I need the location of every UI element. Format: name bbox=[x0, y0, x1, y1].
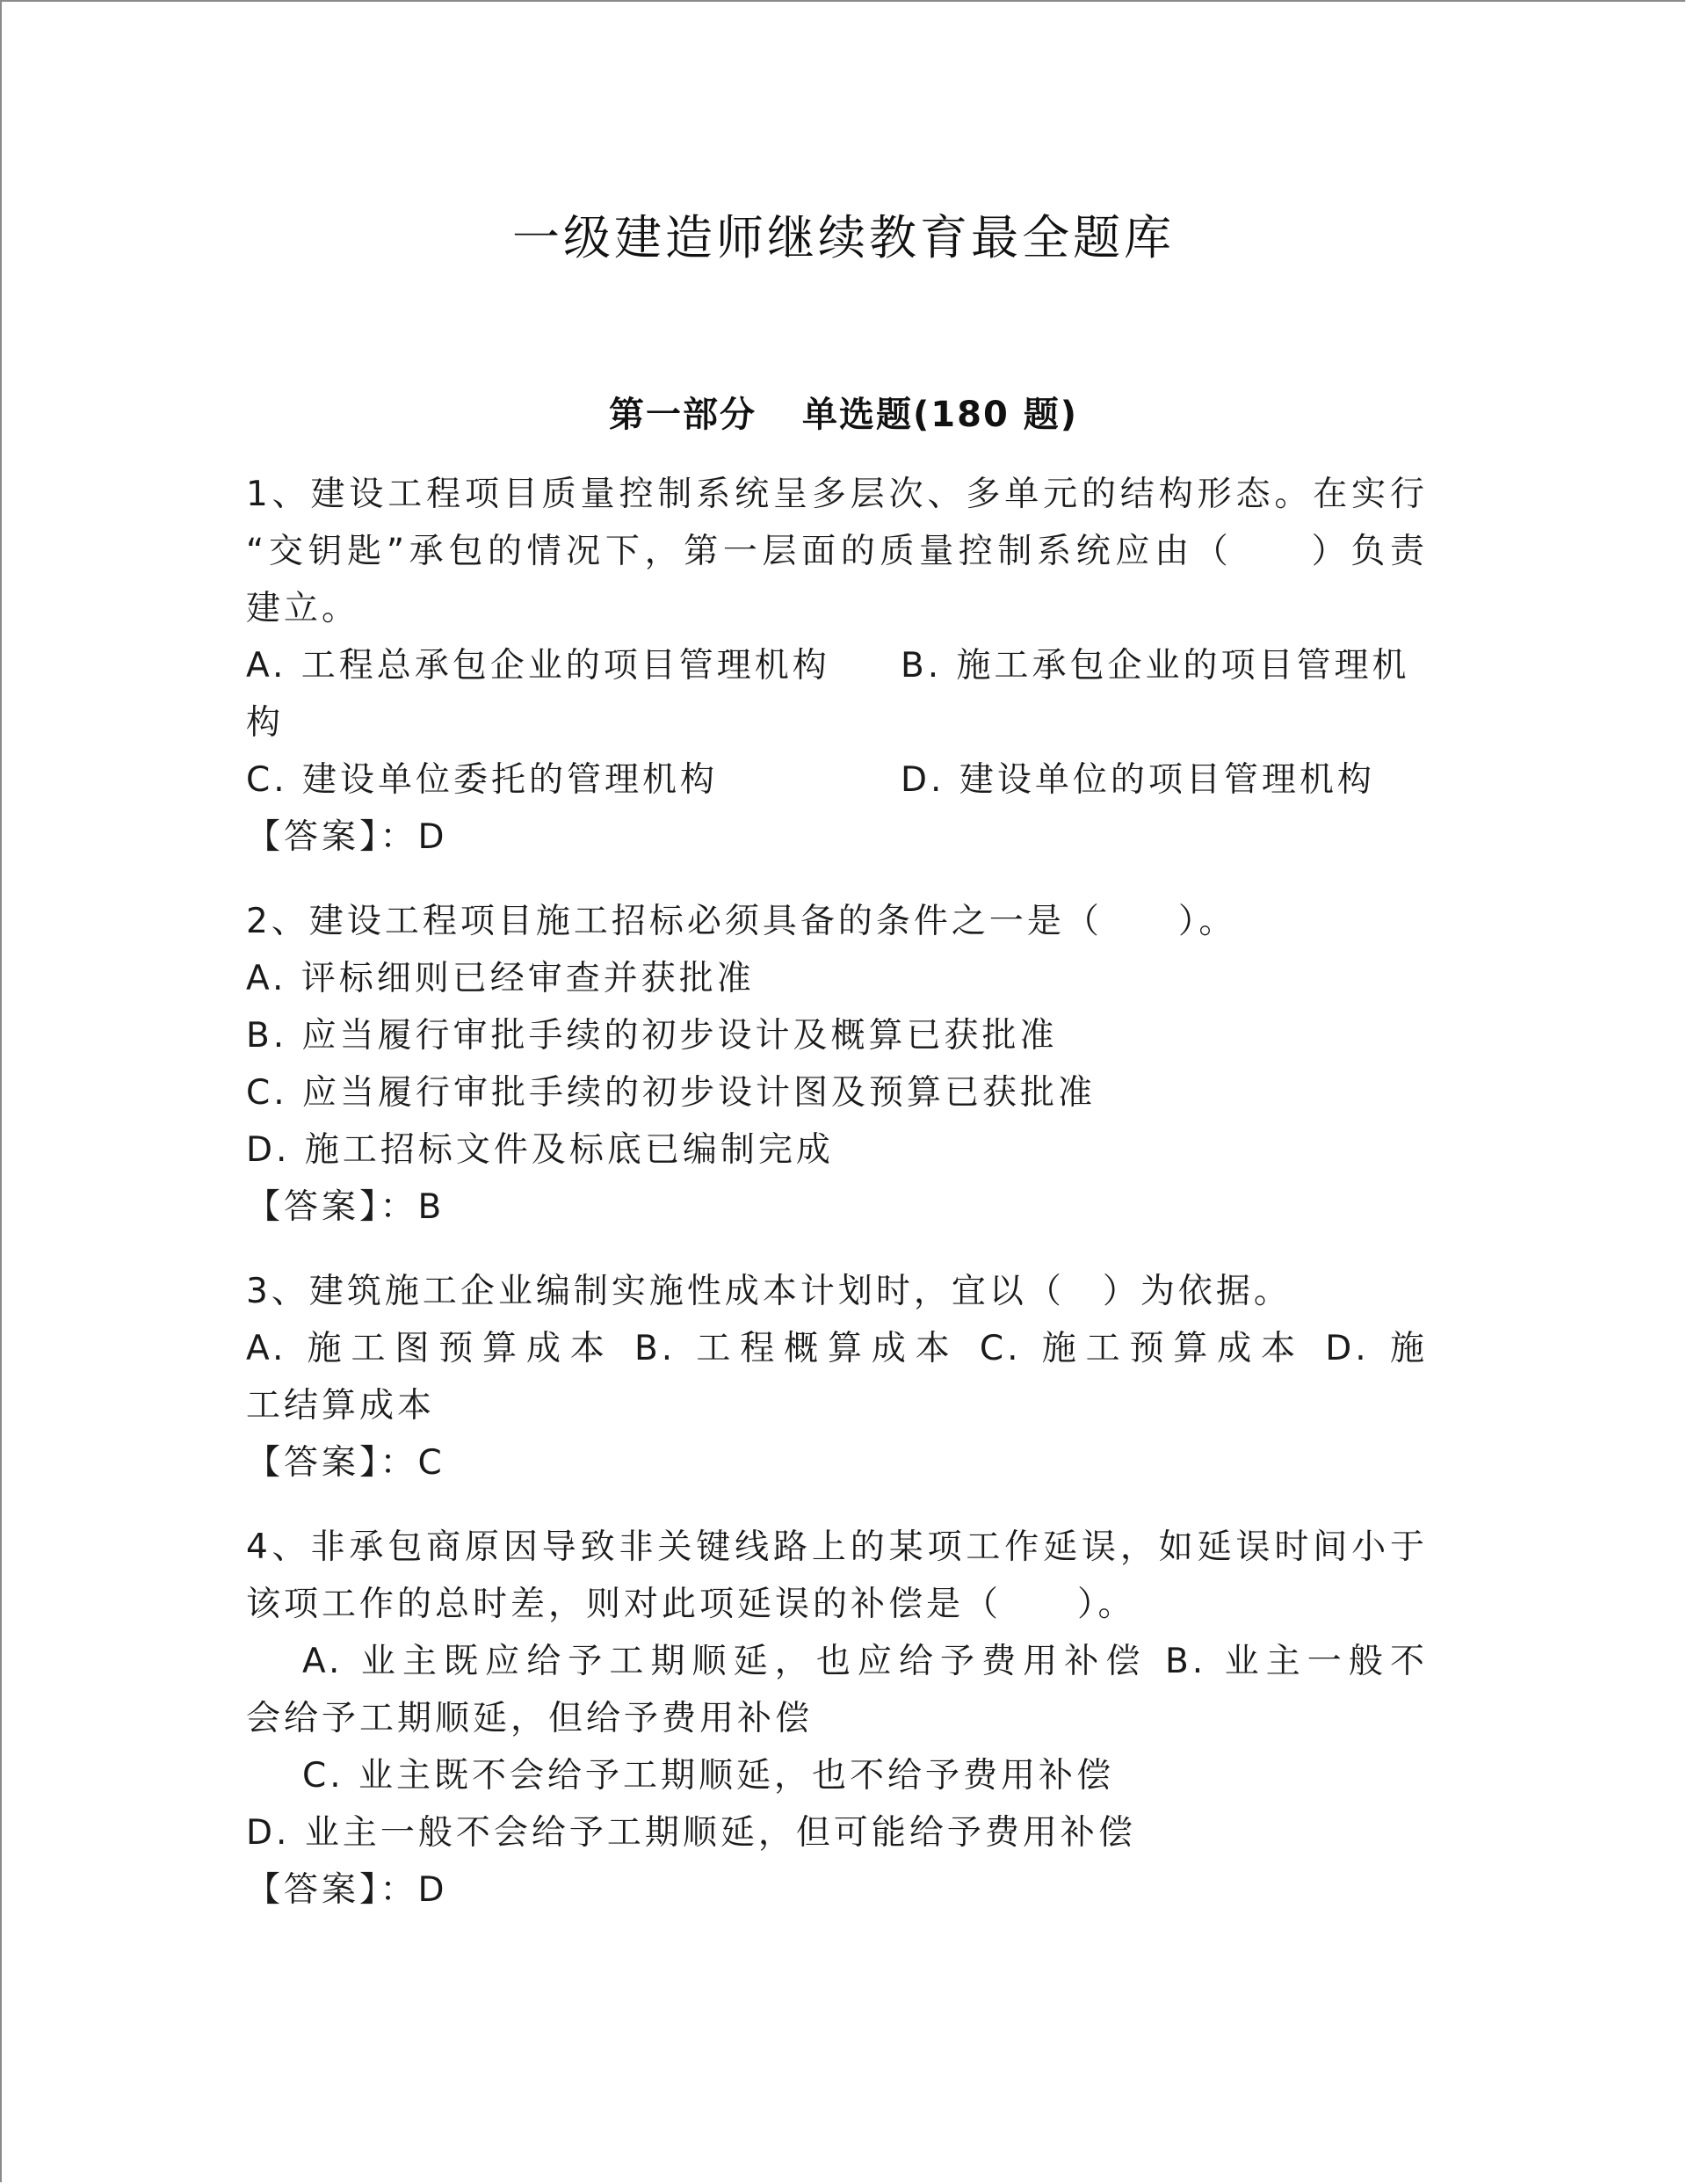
question-1-option-d: D. 建设单位的项目管理机构 bbox=[901, 760, 1375, 800]
question-3-option-a: A. 施工图预算成本 bbox=[246, 1329, 614, 1368]
question-4-option-c: C. 业主既不会给予工期顺延，也不给予费用补偿 bbox=[302, 1756, 1115, 1796]
question-3-answer: 【答案】：C bbox=[246, 1443, 445, 1483]
question-2-text-line-1: 2、建设工程项目施工招标必须具备的条件之一是（ ）。 bbox=[246, 902, 1237, 941]
question-2-option-a: A. 评标细则已经审查并获批准 bbox=[246, 959, 755, 998]
question-2-answer: 【答案】：B bbox=[246, 1187, 445, 1227]
question-1-option-b: B. 施工承包企业的项目管理机 bbox=[901, 646, 1410, 686]
question-2-option-b: B. 应当履行审批手续的初步设计及概算已获批准 bbox=[246, 1016, 1058, 1056]
document-title: 一级建造师继续教育最全题库 bbox=[512, 210, 1175, 265]
question-1-text-line-1: 1、建设工程项目质量控制系统呈多层次、多单元的结构形态。在实行 bbox=[246, 475, 1428, 514]
question-4-text-line-1: 4、非承包商原因导致非关键线路上的某项工作延误，如延误时间小于 bbox=[246, 1527, 1428, 1567]
question-4-option-b-continued: 会给予工期顺延，但给予费用补偿 bbox=[246, 1699, 814, 1738]
section-part: 第一部分 bbox=[609, 395, 757, 435]
question-list bbox=[246, 466, 1428, 1919]
question-2-option-d: D. 施工招标文件及标底已编制完成 bbox=[246, 1130, 834, 1170]
question-1-text-line-3: 建立。 bbox=[246, 589, 360, 628]
question-1-options-row-2 bbox=[246, 751, 1428, 809]
question-3-options-row-1 bbox=[246, 1320, 1428, 1377]
question-4-option-a: A. 业主既应给予工期顺延，也应给予费用补偿 bbox=[302, 1642, 1148, 1681]
question-1-option-b-continued: 构 bbox=[246, 703, 285, 743]
question-2 bbox=[246, 893, 1428, 1236]
question-4-text-line-2: 该项工作的总时差，则对此项延误的补偿是（ ）。 bbox=[246, 1585, 1136, 1624]
question-1-options-row-1 bbox=[246, 637, 1428, 694]
question-4-answer: 【答案】：D bbox=[246, 1870, 448, 1910]
section-heading bbox=[0, 387, 1687, 437]
question-1 bbox=[246, 466, 1428, 866]
question-3-text-line-1: 3、建筑施工企业编制实施性成本计划时，宜以（ ）为依据。 bbox=[246, 1272, 1292, 1311]
question-4 bbox=[246, 1519, 1428, 1919]
question-3-option-b: B. 工程概算成本 bbox=[634, 1329, 959, 1368]
question-1-text-line-2: “交钥匙”承包的情况下，第一层面的质量控制系统应由（ ）负责 bbox=[246, 532, 1428, 571]
question-3-option-c: C. 施工预算成本 bbox=[979, 1329, 1305, 1368]
question-3-option-d: D. 施 bbox=[1325, 1329, 1428, 1368]
question-1-option-a: A. 工程总承包企业的项目管理机构 bbox=[246, 646, 830, 686]
question-4-options-row-1 bbox=[246, 1633, 1428, 1690]
section-name: 单选题(180 题) bbox=[802, 395, 1078, 435]
question-3-option-d-continued: 工结算成本 bbox=[246, 1386, 436, 1426]
question-4-option-b: B. 业主一般不 bbox=[1165, 1642, 1428, 1681]
question-3 bbox=[246, 1263, 1428, 1491]
question-4-option-d: D. 业主一般不会给予工期顺延，但可能给予费用补偿 bbox=[246, 1813, 1136, 1853]
question-1-answer: 【答案】：D bbox=[246, 817, 448, 857]
question-2-option-c: C. 应当履行审批手续的初步设计图及预算已获批准 bbox=[246, 1073, 1097, 1113]
question-1-option-c: C. 建设单位委托的管理机构 bbox=[246, 760, 719, 800]
